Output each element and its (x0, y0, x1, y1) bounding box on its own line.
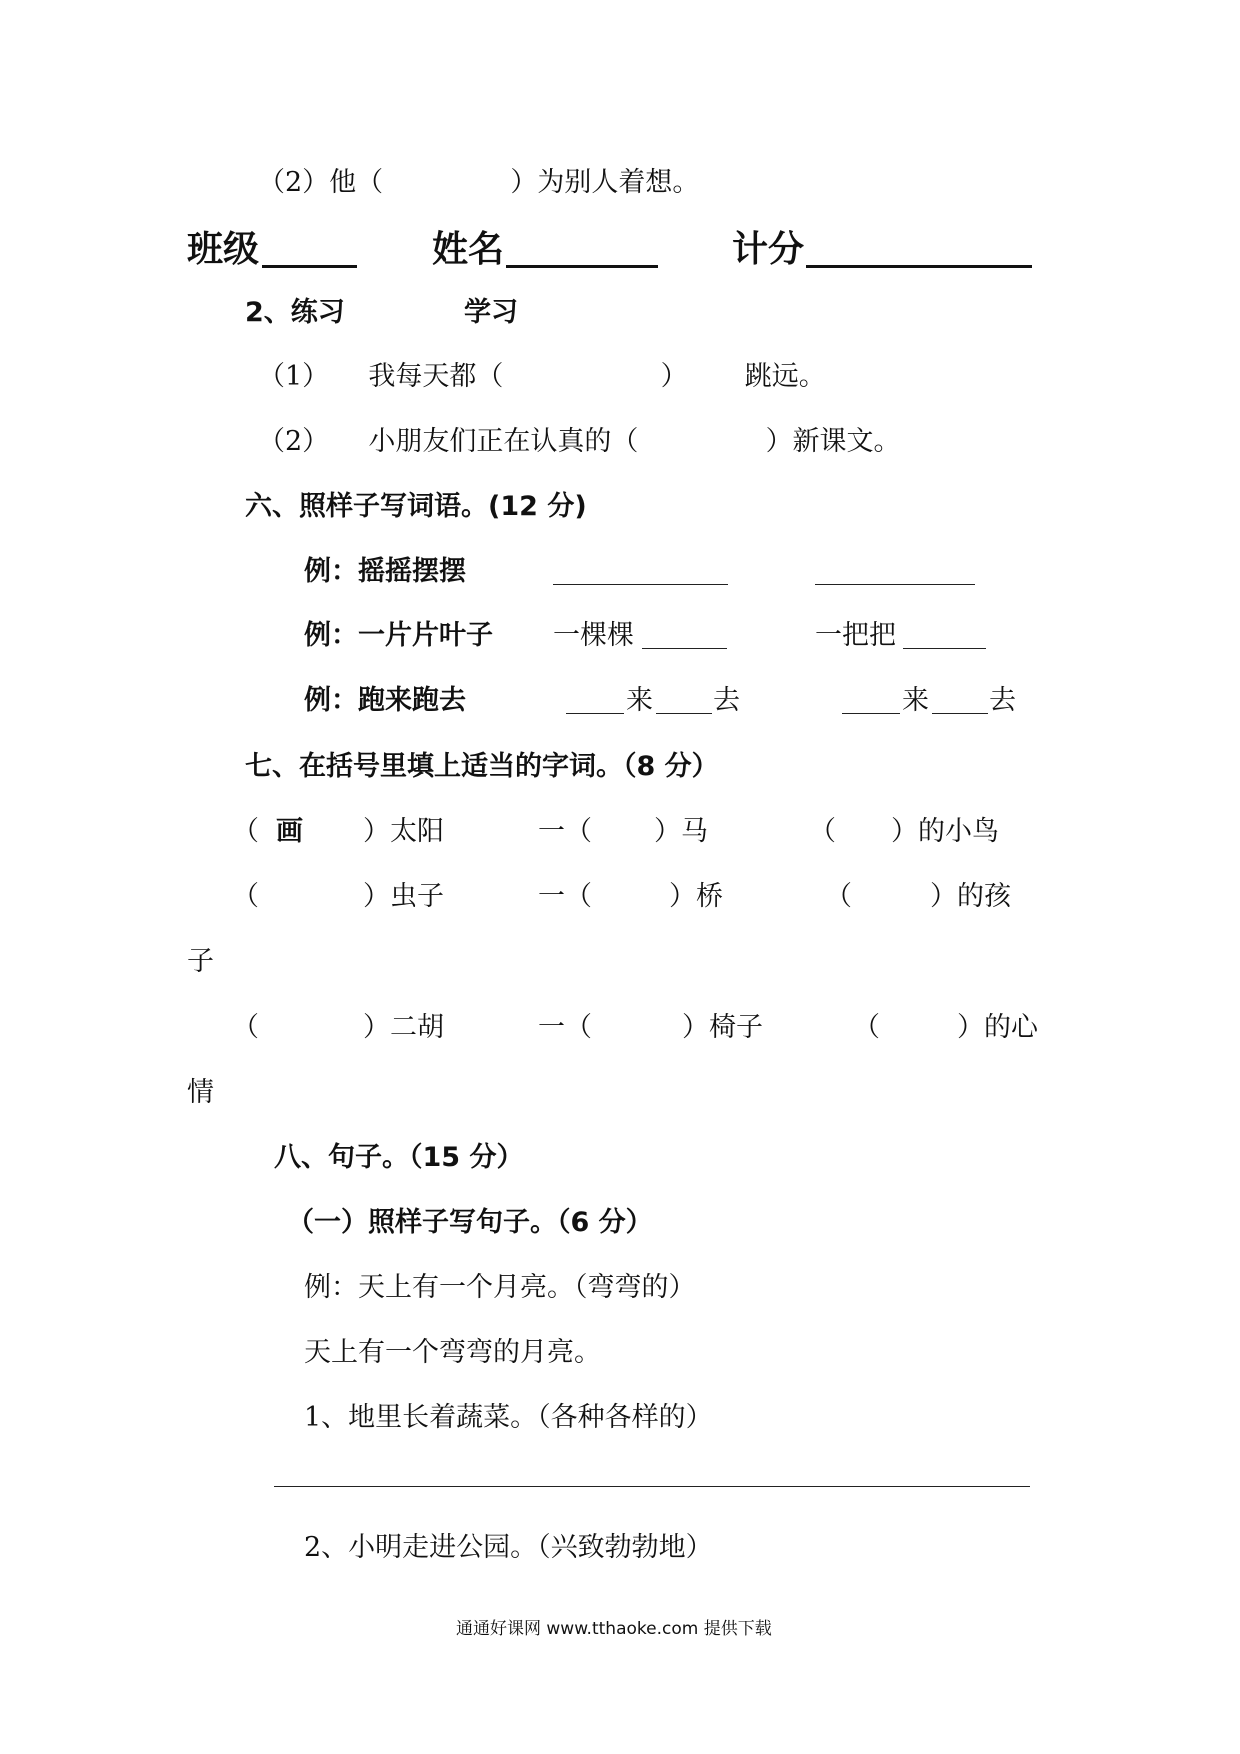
class-blank[interactable] (262, 265, 357, 268)
sentence-item-2: 2、小明走进公园。（兴致勃勃地） (304, 1532, 713, 1563)
item-text: （2）他（ (258, 167, 384, 198)
score-label: 计分 (732, 229, 805, 270)
item-2-top (258, 166, 699, 200)
item-num: （1） (258, 361, 330, 392)
example-answer: 天上有一个弯弯的月亮。 (304, 1337, 601, 1368)
phrase: ）的心 (957, 1012, 1038, 1043)
phrase: ）椅子 (682, 1012, 763, 1043)
example-sentence: 例：天上有一个月亮。（弯弯的） (304, 1272, 696, 1303)
wrapped-char: 情 (187, 1077, 214, 1108)
answer-blank[interactable] (642, 648, 727, 649)
paren-open: 一（ (538, 816, 592, 847)
item-text: ） (660, 361, 688, 392)
word-part: 去 (989, 685, 1016, 716)
paren-open: （ (232, 1012, 259, 1043)
wrapped-char: 子 (187, 946, 214, 977)
answer-line[interactable] (274, 1486, 1030, 1487)
name-label: 姓名 (432, 229, 505, 270)
word-part: 来 (626, 685, 653, 716)
phrase: ）的孩 (930, 881, 1011, 912)
answer-blank[interactable] (566, 713, 624, 714)
paren-open: 一（ (538, 1012, 592, 1043)
phrase: ）马 (654, 816, 708, 847)
item-text: ）为别人着想。 (510, 167, 700, 198)
phrase: ）桥 (669, 881, 723, 912)
class-label: 班级 (187, 229, 260, 270)
answer-blank[interactable] (842, 713, 900, 714)
filled-answer: 画 (276, 816, 303, 847)
q2-item-2 (258, 425, 901, 459)
item-num: （2） (258, 426, 330, 457)
paren-open: 一（ (538, 881, 592, 912)
example-1: 例：摇摇摆摆 (304, 556, 466, 587)
q2-item-1 (258, 360, 826, 394)
answer-blank[interactable] (656, 713, 712, 714)
word-part: 去 (713, 685, 740, 716)
example-3: 例：跑来跑去 (304, 685, 466, 716)
q2-label-a: 2、练习 (245, 297, 345, 328)
example-2: 例：一片片叶子 (304, 620, 493, 651)
phrase: ）二胡 (363, 1012, 444, 1043)
name-blank[interactable] (506, 265, 658, 268)
item-text: 跳远。 (744, 361, 826, 392)
answer-blank[interactable] (553, 584, 728, 585)
word-part: 来 (902, 685, 929, 716)
q2-label-b: 学习 (464, 297, 518, 328)
item-text: 我每天都（ (368, 361, 504, 392)
phrase: ）太阳 (363, 816, 444, 847)
paren-open: （ (232, 816, 259, 847)
answer-blank[interactable] (903, 648, 986, 649)
paren-open: （ (853, 1012, 880, 1043)
word-prefix: 一棵棵 (553, 620, 634, 651)
sentence-item-1: 1、地里长着蔬菜。（各种各样的） (304, 1402, 713, 1433)
section-8-title: 八、句子。（15 分） (274, 1142, 524, 1173)
phrase: ）的小鸟 (891, 816, 999, 847)
score-blank[interactable] (806, 265, 1032, 268)
paren-open: （ (232, 881, 259, 912)
paren-open: （ (809, 816, 836, 847)
section-8-sub1: （一）照样子写句子。（6 分） (287, 1207, 653, 1238)
item-text: ）新课文。 (765, 426, 901, 457)
item-text: 小朋友们正在认真的（ (368, 426, 639, 457)
word-prefix: 一把把 (815, 620, 896, 651)
answer-blank[interactable] (815, 584, 975, 585)
footer-text: 通通好课网 www.tthaoke.com 提供下载 (456, 1619, 772, 1639)
section-7-title: 七、在括号里填上适当的字词。（8 分） (245, 751, 719, 782)
section-6-title: 六、照样子写词语。(12 分) (245, 491, 587, 522)
answer-blank[interactable] (932, 713, 988, 714)
phrase: ）虫子 (363, 881, 444, 912)
paren-open: （ (825, 881, 852, 912)
